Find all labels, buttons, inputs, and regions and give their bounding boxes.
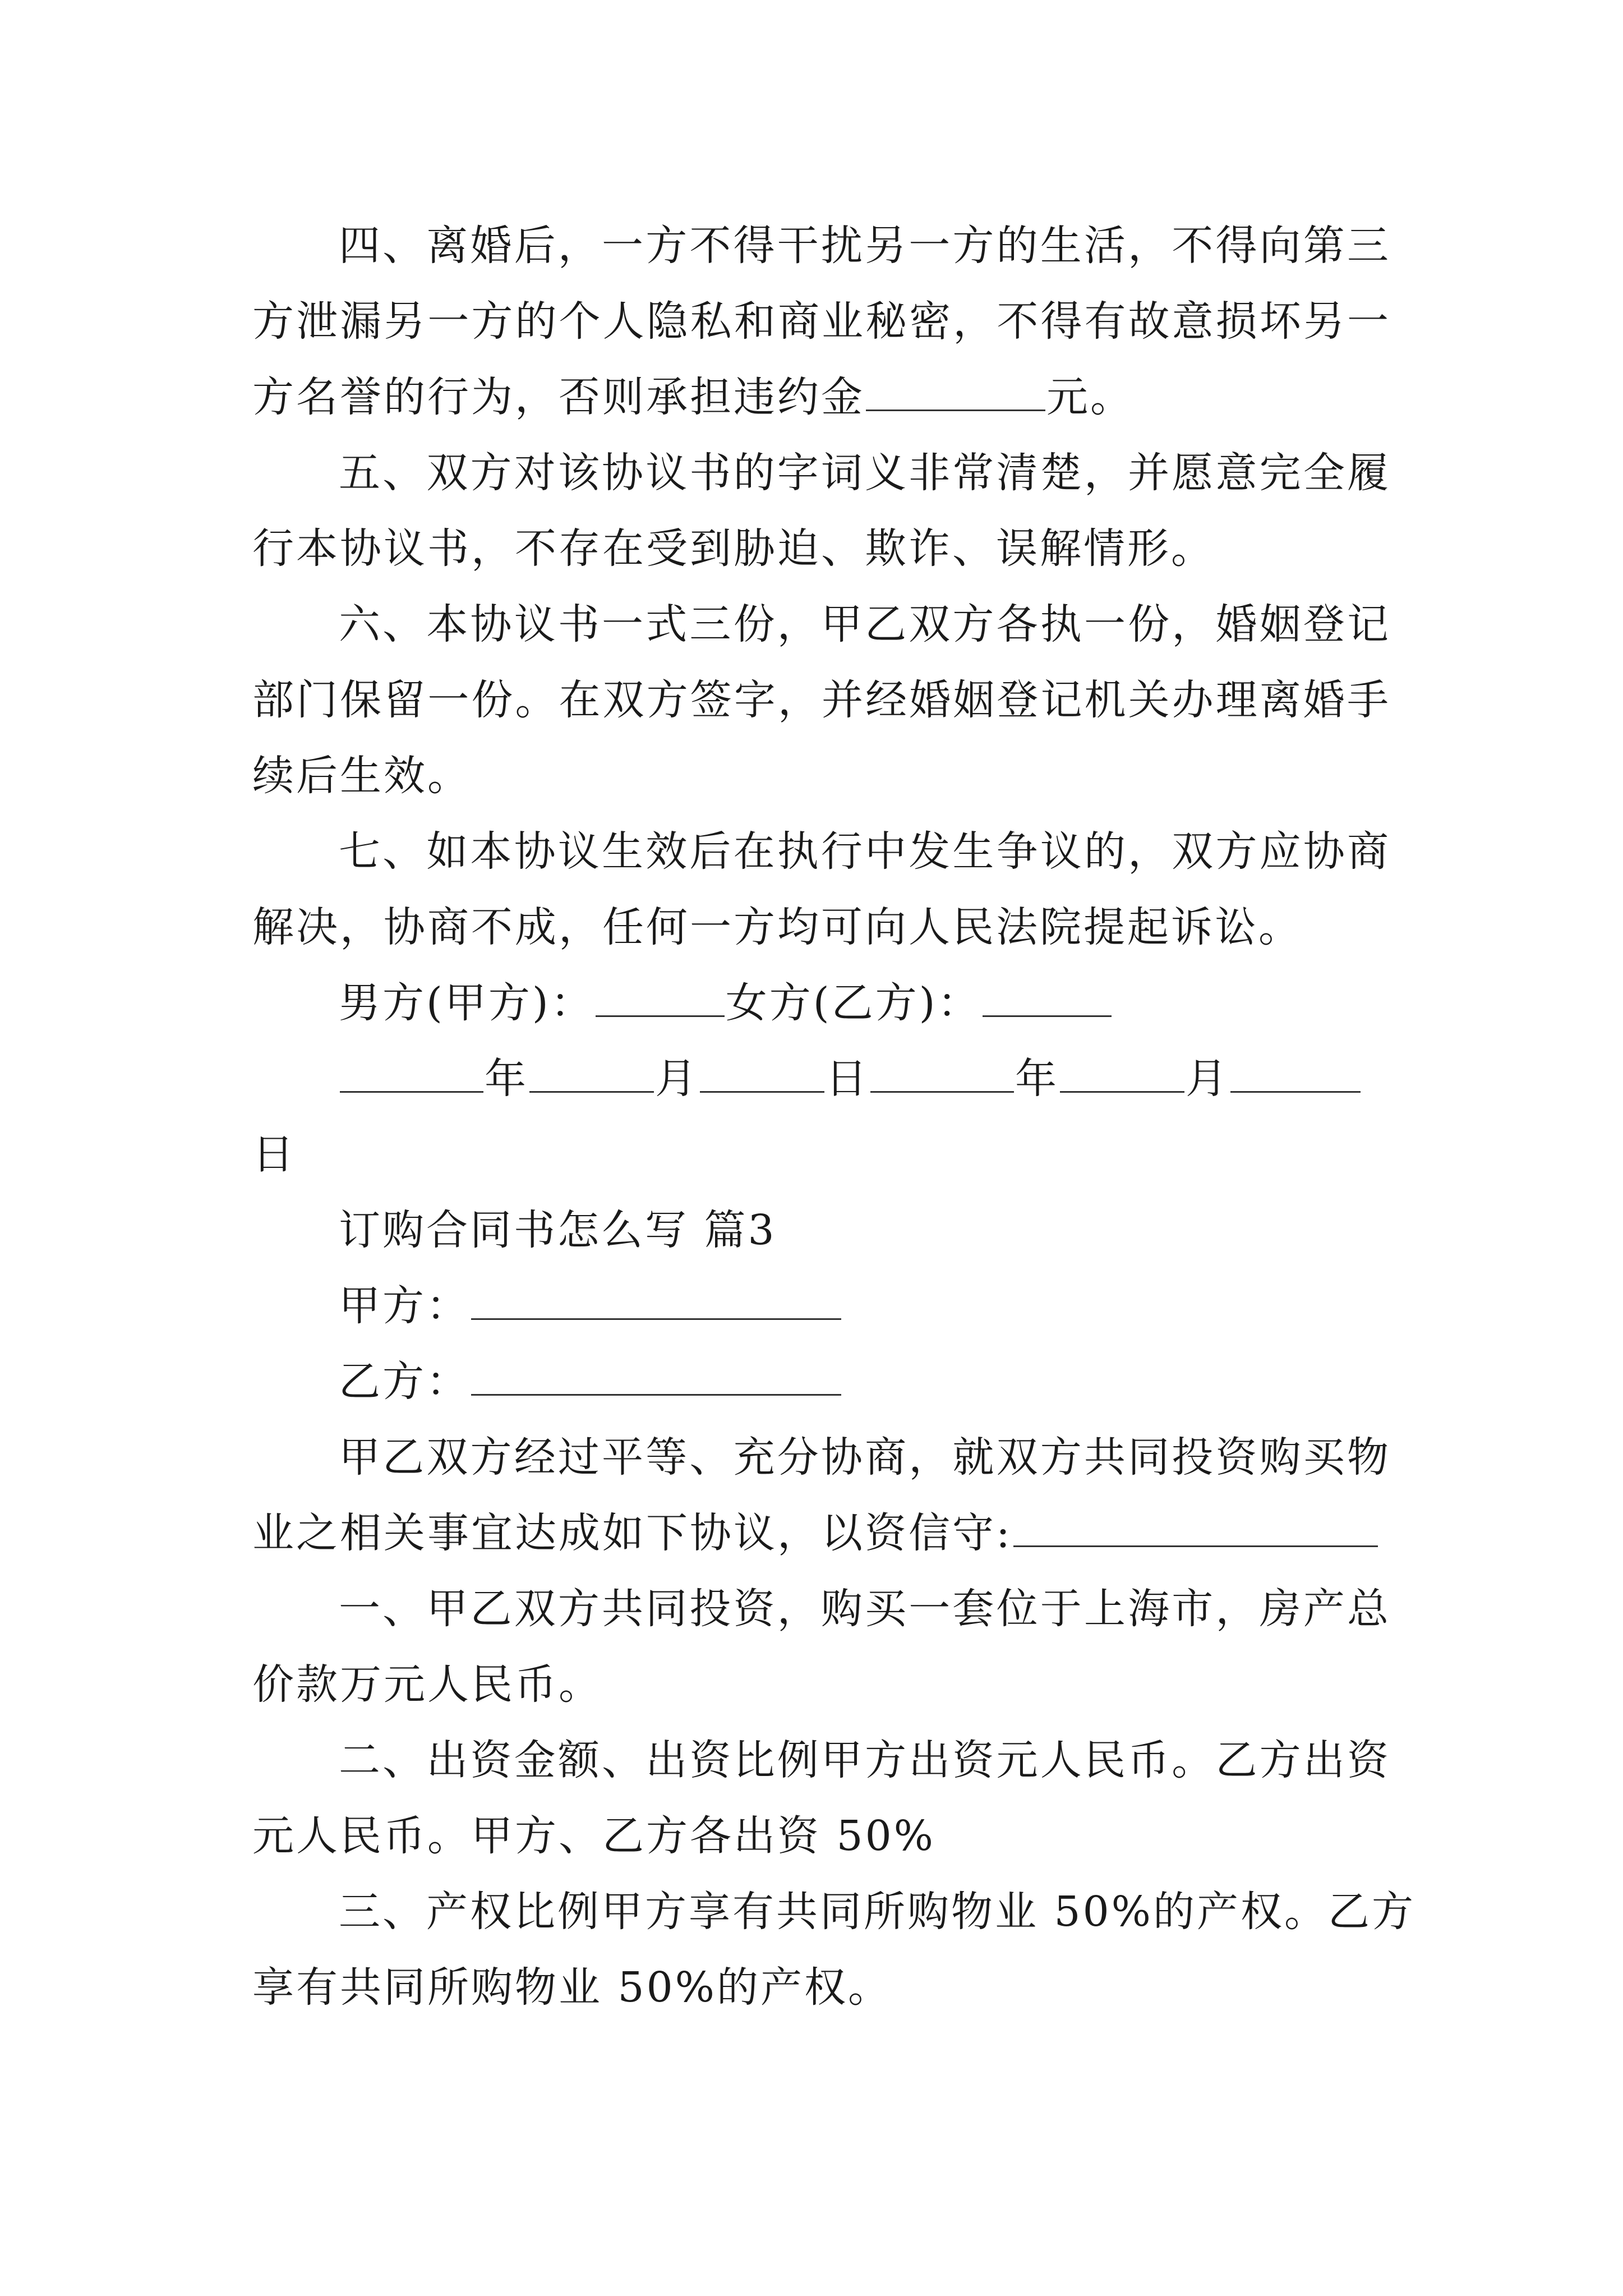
article4-line1: 四、离婚后，一方不得干扰另一方的生活，不得向第三 xyxy=(339,222,1391,270)
party-b-label: 乙方： xyxy=(339,1358,470,1406)
clause1-line1: 一、甲乙双方共同投资，购买一套位于上海市，房产总 xyxy=(339,1585,1391,1633)
party-b-blank xyxy=(471,1383,841,1396)
clause3-line2: 享有共同所购物业 50%的产权。 xyxy=(252,1963,892,2012)
article6-line2: 部门保留一份。在双方签字，并经婚姻登记机关办理离婚手 xyxy=(252,676,1391,724)
male-signature-blank xyxy=(596,1004,725,1017)
month-blank-2 xyxy=(1060,1080,1184,1093)
day-label-2: 日 xyxy=(252,1130,296,1179)
male-party-label: 男方(甲方)： xyxy=(339,979,594,1027)
party-a-blank xyxy=(471,1307,841,1320)
article4-line2: 方泄漏另一方的个人隐私和商业秘密，不得有故意损坏另一 xyxy=(252,297,1391,346)
year-blank-2 xyxy=(870,1080,1014,1093)
month-label-1: 月 xyxy=(655,1055,699,1103)
article4-line3-end: 元。 xyxy=(1046,373,1134,421)
date-line xyxy=(339,1051,1391,1107)
clause2-line1: 二、出资金额、出资比例甲方出资元人民币。乙方出资 xyxy=(339,1736,1391,1784)
party-b-line xyxy=(339,1354,1391,1410)
article6-line1: 六、本协议书一式三份，甲乙双方各执一份，婚姻登记 xyxy=(339,600,1391,648)
signature-line xyxy=(339,975,1391,1031)
year-blank-1 xyxy=(340,1080,483,1093)
article5-line2: 行本协议书，不存在受到胁迫、欺诈、误解情形。 xyxy=(252,524,1215,573)
article4-line3-text: 方名誉的行为，否则承担违约金 xyxy=(252,373,865,421)
clause2-line2: 元人民币。甲方、乙方各出资 50% xyxy=(252,1812,935,1860)
intro-line2 xyxy=(252,1505,1391,1561)
party-a-label: 甲方： xyxy=(339,1282,470,1330)
penalty-amount-blank xyxy=(866,398,1045,411)
day-blank-2 xyxy=(1230,1080,1361,1093)
intro-line1: 甲乙双方经过平等、充分协商，就双方共同投资购买物 xyxy=(339,1433,1391,1481)
day-label-1: 日 xyxy=(826,1055,869,1103)
article7-line1: 七、如本协议生效后在执行中发生争议的，双方应协商 xyxy=(339,827,1391,876)
year-label-1: 年 xyxy=(485,1055,528,1103)
article4-line3 xyxy=(252,369,1391,425)
clause1-line2: 价款万元人民币。 xyxy=(252,1660,602,1709)
article7-line2: 解决，协商不成，任何一方均可向人民法院提起诉讼。 xyxy=(252,903,1302,951)
month-label-2: 月 xyxy=(1186,1055,1229,1103)
year-label-2: 年 xyxy=(1015,1055,1059,1103)
section3-title: 订购合同书怎么写 篇3 xyxy=(339,1206,777,1254)
month-blank-1 xyxy=(529,1080,654,1093)
day-blank-1 xyxy=(700,1080,824,1093)
clause3-line1: 三、产权比例甲方享有共同所购物业 50%的产权。乙方 xyxy=(339,1888,1415,1936)
intro-line2-text: 业之相关事宜达成如下协议，以资信守: xyxy=(252,1509,1012,1557)
article6-line3: 续后生效。 xyxy=(252,752,471,800)
female-signature-blank xyxy=(983,1004,1112,1017)
female-party-label: 女方(乙方)： xyxy=(725,979,981,1027)
article5-line1: 五、双方对该协议书的字词义非常清楚，并愿意完全履 xyxy=(339,449,1391,497)
party-a-line xyxy=(339,1278,1391,1334)
intro-blank xyxy=(1013,1534,1378,1547)
